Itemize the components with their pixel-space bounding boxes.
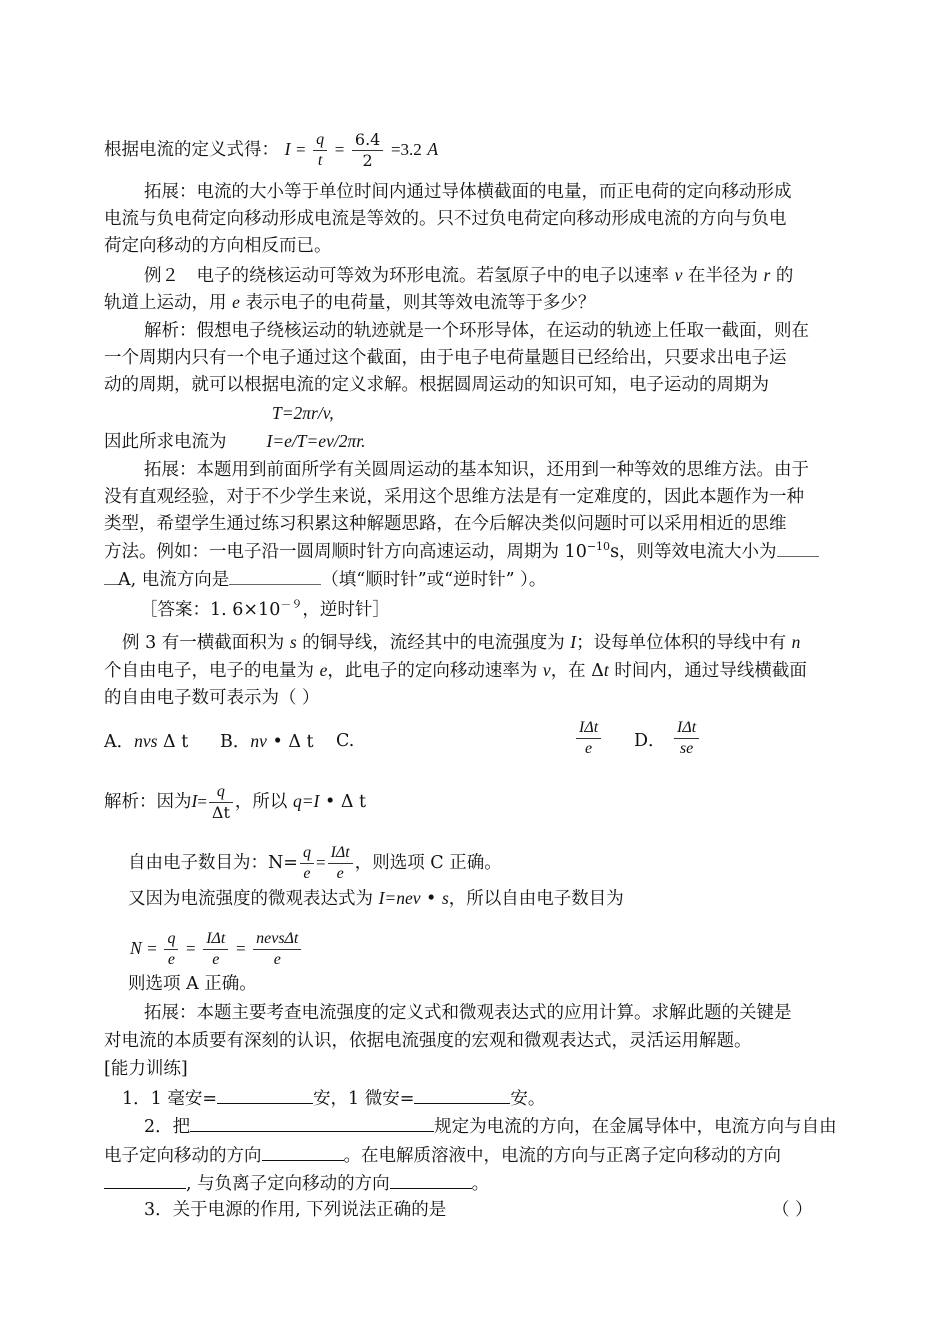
- extension-1-line-2: 电流与负电荷定向移动形成电流是等效的。只不过负电荷定向移动形成电流的方向与负电: [104, 209, 787, 229]
- electron-count-equation: N = $\frac{q}{e}$ = $\frac{\text{IΔt}}{e}$ = $\frac{\text{nevsΔt}}{e}$: [130, 929, 303, 970]
- electron-count-line: 自由电子数目为：N= $\frac{q}{e}$ = $\frac{\text{IΔt}}{e}$ ，则选项 C 正确。: [128, 844, 502, 882]
- question-3-answer-paren: （ ）: [772, 1200, 813, 1220]
- blank-microamp[interactable]: [414, 1085, 510, 1104]
- blank-milliamp[interactable]: [217, 1085, 313, 1104]
- extension-2-line-5: A, 电流方向是 （填“顺时针”或“逆时针” ）。: [104, 568, 546, 592]
- current-definition-equation: 根据电流的定义式得： I = $\frac{q}{t}$ = $\frac{6.4}{2}$ =3.2 A: [104, 130, 439, 170]
- analysis-2-line-1: 解析：假想电子绕核运动的轨迹就是一个环形导体，在运动的轨迹上任取一截面，则在: [144, 321, 809, 341]
- extension-1-line-3: 荷定向移动的方向相反而已。: [104, 236, 332, 256]
- analysis-2-line-3: 动的周期，就可以根据电流的定义求解。根据圆周运动的知识可知，电子运动的周期为: [104, 375, 769, 395]
- example-3-line-1: 例 3 有一横截面积为 s 的铜导线，流经其中的电流强度为 I；设每单位体积的导线中有 n: [122, 632, 801, 653]
- analysis-3-line: 解析：因为I= $\frac{q}{\Delta t}$ ，所以 q=I • Δ t: [104, 783, 367, 822]
- question-2-line-3: , 与负离子定向移动的方向 。: [104, 1170, 489, 1196]
- extension-3-line-1: 拓展：本题主要考查电流强度的定义式和微观表达式的应用计算。求解此题的关键是: [144, 1003, 792, 1023]
- answer-line: ［答案：1. $6\times 10^{-9}$，逆时针］: [140, 598, 390, 620]
- extension-1-line-1: 拓展：电流的大小等于单位时间内通过导体横截面的电量，而正电荷的定向移动形成: [144, 182, 792, 202]
- equals-sign: =: [295, 140, 306, 159]
- extension-2-line-2: 没有直观经验，对于不少学生来说，采用这个思维方法是有一定难度的，因此本题作为一种: [104, 487, 804, 507]
- example-3-line-2: 个自由电子，电子的电量为 e，此电子的定向移动速率为 v，在 Δt 时间内，通过导线横截面: [104, 660, 807, 681]
- option-c-label: C.: [336, 731, 355, 751]
- analysis-2-line-2: 一个周期内只有一个电子通过这个截面，由于电子电荷量题目已经给出，只要求出电子运: [104, 348, 787, 368]
- choice-a-correct: 则选项 A 正确。: [128, 974, 257, 994]
- fraction-q-over-dt: $\frac{q}{\Delta t}$: [209, 782, 233, 823]
- equation-lead: 根据电流的定义式得：: [104, 140, 279, 160]
- result-value: =3.2: [390, 140, 422, 159]
- option-a: A．nvs Δ t: [104, 731, 189, 752]
- var-I: I: [284, 139, 291, 159]
- fraction-q-over-t: $\frac{q}{t}$: [313, 130, 327, 171]
- blank-positive-ion-direction[interactable]: [104, 1170, 186, 1189]
- example-2-line-2: 轨道上运动，用 e 表示电子的电荷量，则其等效电流等于多少？: [104, 292, 596, 313]
- blank-current-magnitude: [777, 544, 819, 557]
- option-c-fraction: $\frac{\text{IΔt}}{e}$: [574, 718, 603, 759]
- question-2-line-2: 电子定向移动的方向 。在电解质溶液中，电流的方向与正离子定向移动的方向: [104, 1142, 781, 1168]
- option-d-fraction: $\frac{\text{IΔt}}{se}$: [672, 718, 701, 759]
- question-2-line-1: 2．把 规定为电流的方向，在金属导体中，电流方向与自由: [144, 1113, 837, 1139]
- blank-electron-direction[interactable]: [262, 1142, 344, 1161]
- period-formula: T=2πr/v,: [272, 403, 334, 423]
- question-1: 1．1 毫安= 安，1 微安= 安。: [122, 1085, 545, 1111]
- option-d-label: D．: [634, 731, 666, 751]
- current-formula: I=e/T=ev/2πr.: [266, 431, 366, 451]
- example-2-line-1: 例２ 电子的绕核运动可等效为环形电流。若氢原子中的电子以速率 v 在半径为 r 的: [144, 265, 794, 286]
- extension-3-line-2: 对电流的本质要有深刻的认识，依据电流强度的宏观和微观表达式，灵活运用解题。: [104, 1031, 752, 1051]
- blank-negative-ion-direction[interactable]: [390, 1170, 472, 1189]
- question-3: 3．关于电源的作用, 下列说法正确的是: [144, 1200, 447, 1220]
- fraction-6.4-over-2: $\frac{6.4}{2}$: [352, 130, 383, 171]
- extension-2-line-3: 类型，希望学生通过练习积累这种解题思路，在今后解决类似问题时可以采用相近的思维: [104, 514, 787, 534]
- extension-2-line-4: 方法。例如：一电子沿一圆周顺时针方向高速运动，周期为 $10^{-10}s$，则等效电流大小为: [104, 540, 819, 564]
- ability-training-heading: [能力训练]: [104, 1059, 188, 1079]
- microscopic-expression-line: 又因为电流强度的微观表达式为 I=nev • s，所以自由电子数目为: [128, 888, 624, 909]
- current-formula-line: 因此所求电流为 I=e/T=ev/2πr.: [104, 431, 366, 452]
- extension-2-line-1: 拓展：本题用到前面所学有关圆周运动的基本知识，还用到一种等效的思维方法。由于: [144, 460, 809, 480]
- example-3-line-3: 的自由电子数可表示为（ ）: [104, 688, 320, 708]
- option-b: B．nv • Δ t: [220, 731, 314, 752]
- blank-current-direction: [229, 572, 321, 585]
- blank-current-direction-definition[interactable]: [190, 1113, 434, 1132]
- unit-ampere: A: [427, 139, 439, 159]
